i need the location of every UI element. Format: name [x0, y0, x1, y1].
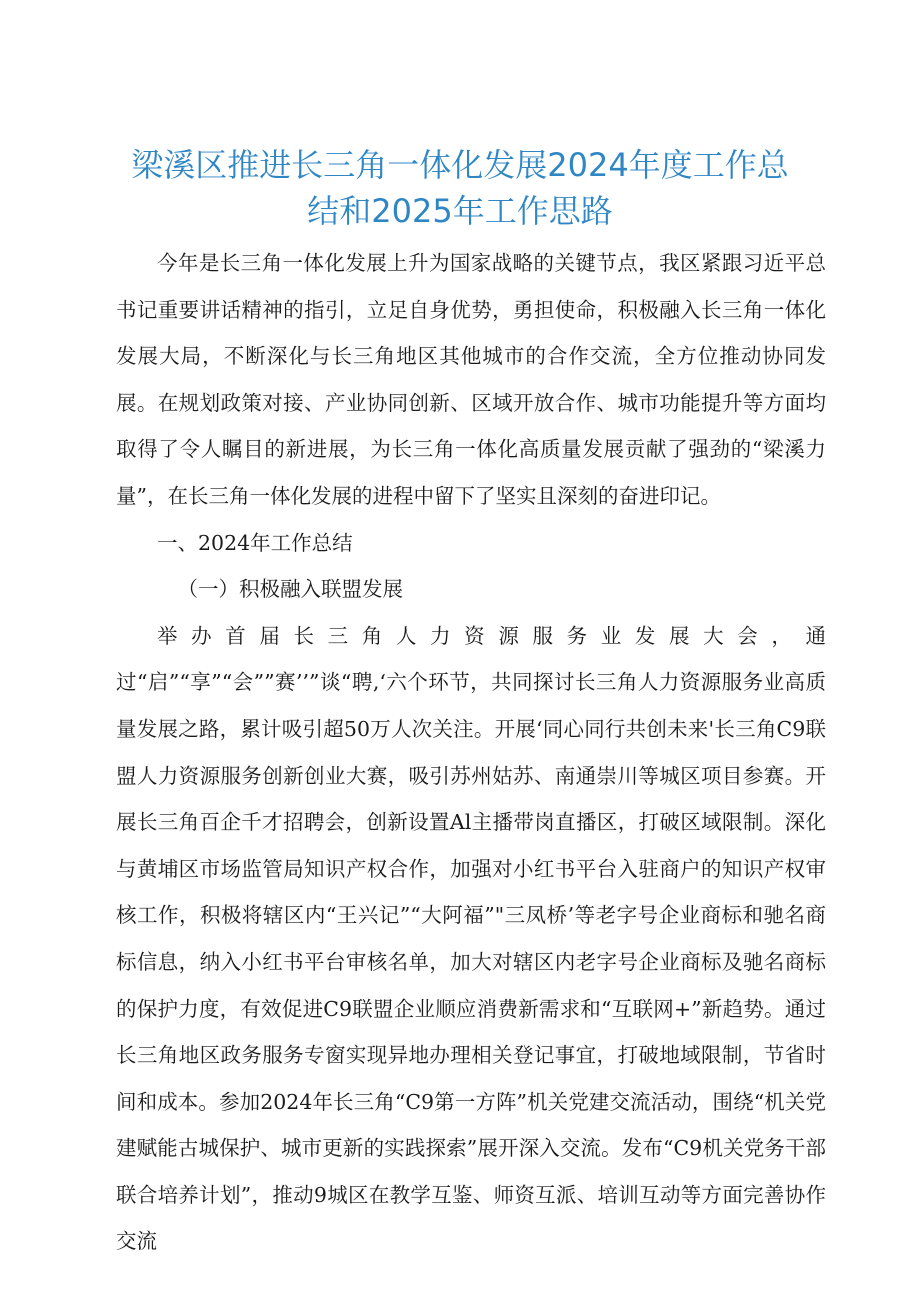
- alliance-paragraph: 举办首届长三角人力资源服务业发展大会，通过“启”“享”“会””赛’’”谈“聘,‘六个环节，共同探讨长三角人力资源服务业高质量发展之路，累计吸引超50万人次关注。开展‘同心同行共创未来'长三角C9联盟人力资源服务创新创业大赛，吸引苏州姑苏、南通崇川等城区项目参赛。开展长三角百企千才招聘会，创新设置Al主播带岗直播区，打破区域限制。深化与黄埔区市场监管局知识产权合作，加强对小红书平台入驻商户的知识产权审核工作，积极将辖区内“王兴记”“大阿福”"三凤桥’等老字号企业商标和驰名商标信息，纳入小红书平台审核名单，加大对辖区内老字号企业商标及驰名商标的保护力度，有效促进C9联盟企业顺应消费新需求和“互联网+”新趋势。通过长三角地区政务服务专窗实现异地办理相关登记事宜，打破地域限制，节省时间和成本。参加2024年长三角“C9第一方阵”机关党建交流活动，围绕“机关党建赋能古城保护、城市更新的实践探索”展开深入交流。发布“C9机关党务干部联合培养计划”，推动9城区在教学互鉴、师资互派、培训互动等方面完善协作交流: [116, 623, 826, 1254]
- intro-paragraph: 今年是长三角一体化发展上升为国家战略的关键节点，我区紧跟习近平总书记重要讲话精神的指引，立足自身优势，勇担使命，积极融入长三角一体化发展大局，不断深化与长三角地区其他城市的合作交流，全方位推动协同发展。在规划政策对接、产业协同创新、区域开放合作、城市功能提升等方面均取得了令人瞩目的新进展，为长三角一体化高质量发展贡献了强劲的“梁溪力量”，在长三角一体化发展的进程中留下了坚实且深刻的奋进印记。: [116, 251, 826, 508]
- subsection-heading-alliance: （一）积极融入联盟发展: [177, 577, 403, 602]
- document-title: [0, 142, 920, 234]
- title-line-2: 结和2025年工作思路: [307, 192, 613, 230]
- title-line-1: 梁溪区推进长三角一体化发展2024年度工作总: [131, 146, 789, 184]
- document-body: [116, 240, 826, 1265]
- section-heading-work-summary: 一、2024年工作总结: [157, 530, 353, 555]
